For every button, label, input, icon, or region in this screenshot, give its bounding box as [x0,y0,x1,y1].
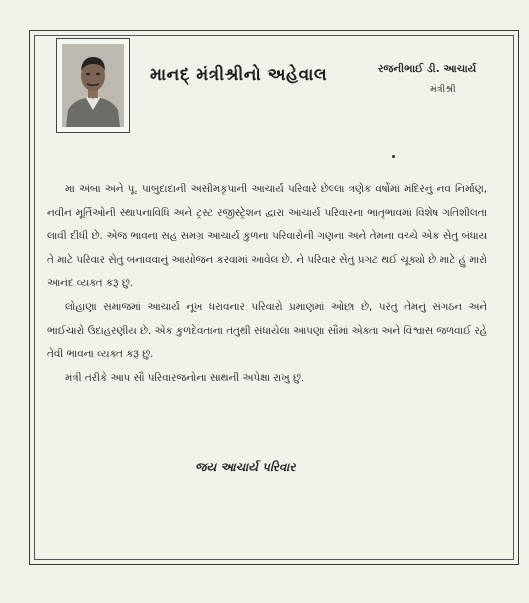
closing-line: જય આચાર્ય પરિવાર [195,460,296,474]
author-photo-frame [56,38,130,133]
decorative-dot [392,155,395,158]
portrait-image [62,44,124,127]
page-title: માનદ્ મંત્રીશ્રીનો અહેવાલ [150,65,328,85]
author-name: રજનીભાઈ ડી. આચાર્ય [378,63,477,75]
paragraph-1: મા અંબા અને પૂ. પાબુદાદાની અસીમકૃપાની આચાર્ય પરિવારે છેલ્લા ત્રણેક વર્ષોમાં મંદિરનું નવ નિર્માણ, નવીન મૂર્તિઓની સ્થાપનાવિધિ અને ટ્રસ્ટ રજીસ્ટ્રેશન દ્વારા આચાર્ય પરિવારના ભાતૃભાવમાં વિશેષ ગતિશીલતા લાવી દીધી છે. એજ ભાવના સહ સમગ્ર આચાર્ય કુળના પરિવારોની ગણના અને તેમના વચ્ચે એક સેતુ બંધાય તે માટે પરિવાર સેતુ બનાવવાનું આયોજન કરવામાં આવેલ છે. ને પરિવાર સેતુ પ્રગટ થઈ ચૂક્યો છે માટે હું મારો આનંદ વ્યક્ત કરૂ છું. [47,183,487,290]
paragraph-2: લોહાણા સમાજમાં આચાર્ય નૂખ ધરાવનાર પરિવારો પ્રમાણમાં ઓછા છે, પરંતુ તેમનું સંગઠન અને ભાઈચારો ઉદાહરણીય છે. એક કુળદેવતાના તંતુથી સંધાયેલા આપણા સૌમાં એક્તા અને વિશ્વાસ જળવાઈ રહે તેવી ભાવના વ્યક્ત કરૂ છું. [47,300,487,361]
author-role: મંત્રીશ્રી [430,84,456,95]
report-body [47,178,487,390]
paragraph-3: મંત્રી તરીકે આપ સૌ પરિવારજનોના સાથની અપેક્ષા રાખુ છું. [65,371,305,384]
author-photo [62,44,124,127]
